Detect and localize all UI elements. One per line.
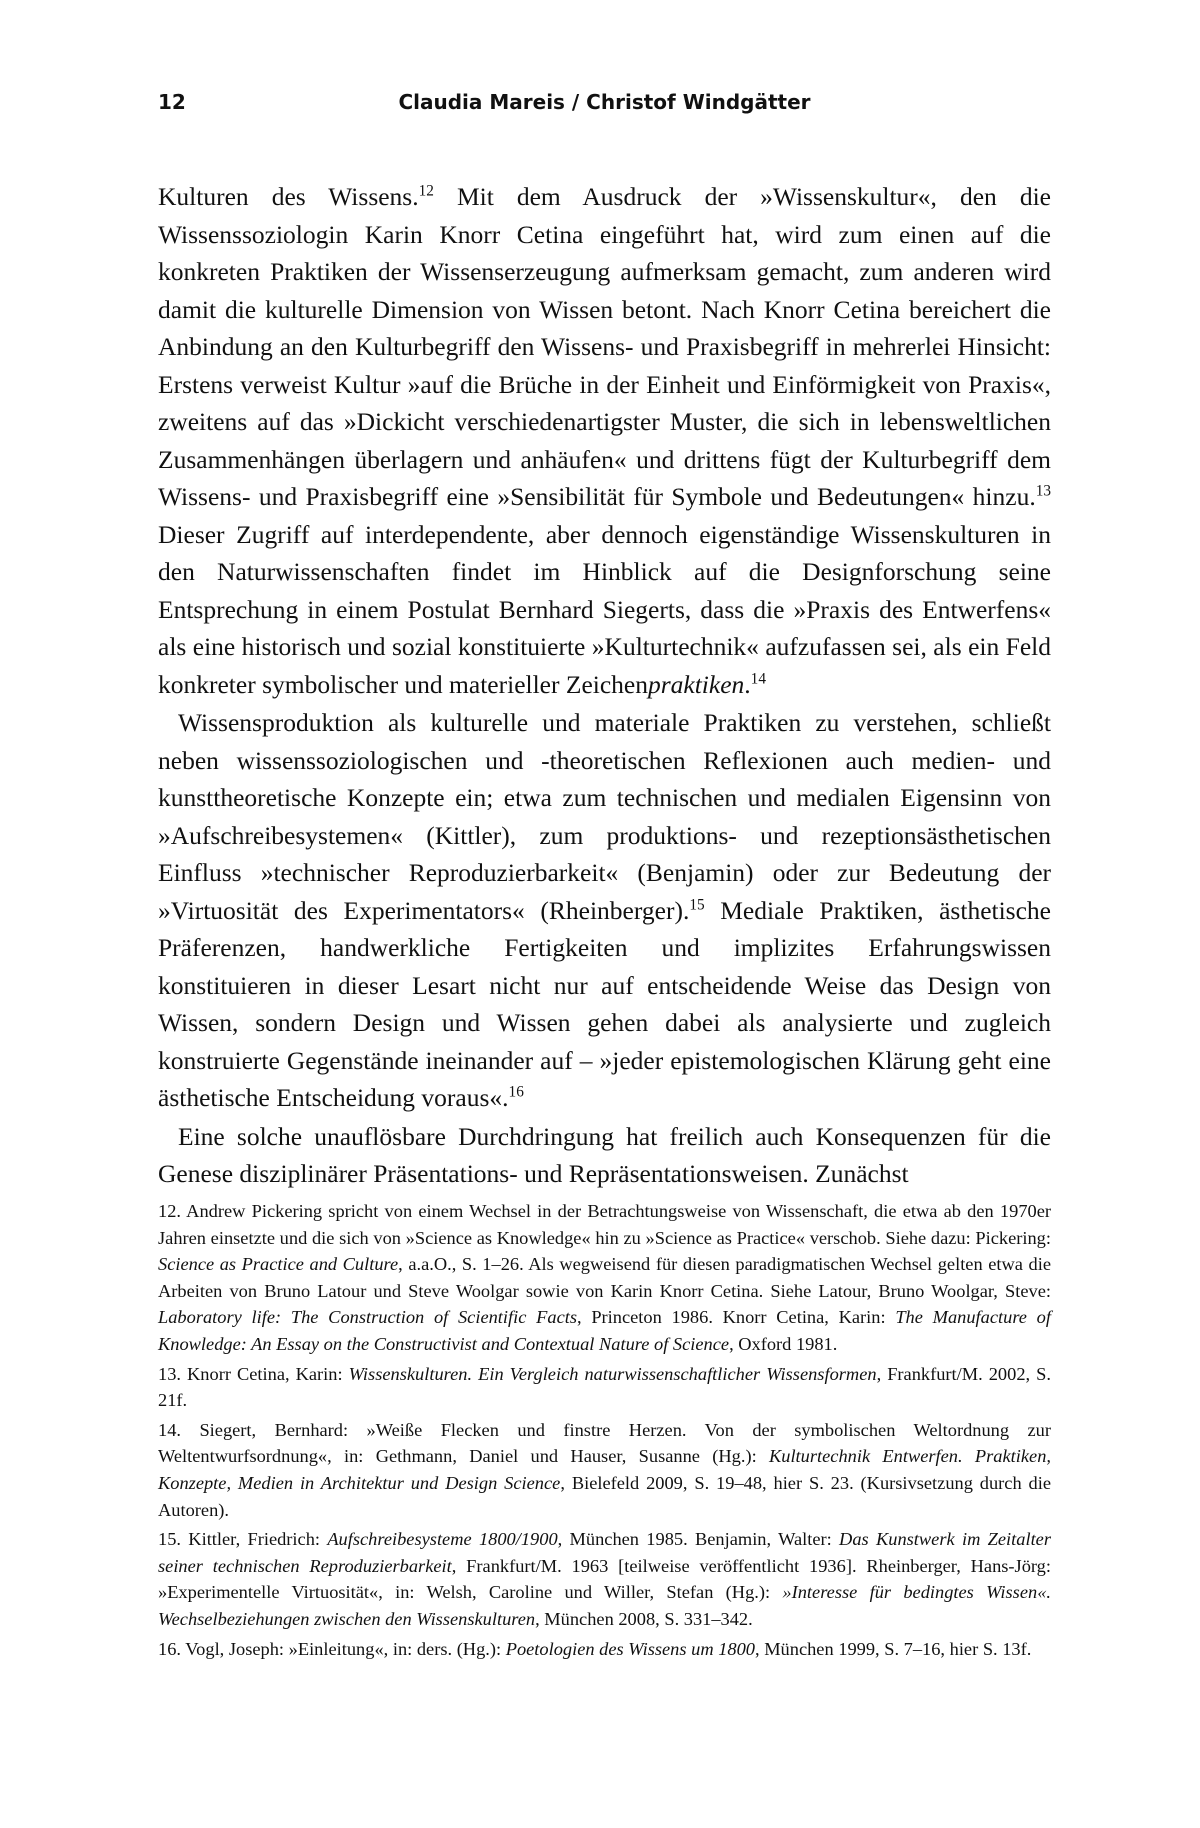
title-italic: The Manufacture of Knowledge: An Essay on the Constructivist and Contextual Nature of Science: [158, 1307, 1051, 1354]
footnote-number: 15.: [158, 1529, 181, 1550]
text-run: , Oxford 1981.: [729, 1333, 838, 1354]
running-title: Claudia Mareis / Christof Windgätter: [398, 90, 811, 114]
footnote-number: 16.: [158, 1638, 181, 1659]
footnote-12: [158, 1198, 1051, 1358]
emphasis: praktiken: [647, 669, 745, 699]
text-run: , München 1999, S. 7–16, hier S. 13f.: [755, 1638, 1032, 1659]
text-run: Vogl, Joseph: »Einleitung«, in: ders. (Hg.):: [181, 1638, 506, 1659]
title-italic: Laboratory life: The Construction of Scientific Facts: [158, 1307, 577, 1328]
title-italic: Poetologien des Wissens um 1800: [505, 1638, 755, 1659]
text-run: , Bielefeld 2009, S. 19–48, hier S. 23. (Kursivsetzung durch die Autoren).: [158, 1472, 1052, 1520]
text-run: , München 1985. Benjamin, Walter:: [557, 1529, 840, 1550]
text-run: Kittler, Friedrich:: [181, 1529, 328, 1550]
text-run: Knorr Cetina, Karin:: [181, 1363, 349, 1384]
footnote-number: 14.: [158, 1419, 181, 1440]
footnote-15: [158, 1526, 1051, 1632]
footnote-ref-13: 13: [1035, 482, 1051, 500]
text-run: Mit dem Ausdruck der »Wissenskultur«, den die Wissenssoziologin Karin Knorr Cetina eingeführt hat, wird zum einen auf die konkreten Praktiken der Wissenserzeugung aufmerksam gemacht, zum anderen wird damit die kulturelle Dimension von Wissen betont. Nach Knorr Cetina bereichert die Anbindung an den Kulturbegriff den Wissens- und Praxisbegriff in mehrerlei Hinsicht: Erstens verweist Kultur »auf die Brüche in der Einheit und Einförmigkeit von Praxis«, zweitens auf das »Dickicht verschiedenartigster Muster, die sich in lebensweltlichen Zusammenhängen überlagern und anhäufen« und drittens fügt der Kulturbegriff dem Wissens- und Praxisbegriff eine »Sensibilität für Symbole und Bedeutungen« hinzu.: [158, 182, 1051, 511]
title-italic: Das Kunstwerk im Zeitalter seiner technischen Reproduzierbarkeit: [158, 1529, 1052, 1576]
text-run: Siegert, Bernhard: »Weiße Flecken und finstre Herzen. Von der symbolischen Weltordnung zur Weltentwurfsordnung«, in: Gethmann, Daniel und Hauser, Susanne (Hg.):: [158, 1419, 1051, 1467]
footnotes: [158, 1198, 1051, 1665]
page-number: 12: [158, 90, 186, 114]
text-run: , Princeton 1986. Knorr Cetina, Karin:: [577, 1307, 896, 1328]
footnote-16: [158, 1636, 1051, 1663]
paragraph-3: [158, 1118, 1051, 1193]
text-run: , a.a.O., S. 1–26. Als wegweisend für diesen paradigmatischen Wechsel gelten etwa die Arbeiten von Bruno Latour und Steve Woolgar sowie von Karin Knorr Cetina. Siehe Latour, Bruno Woolgar, Steve:: [158, 1254, 1051, 1301]
title-italic: Science as Practice and Culture: [158, 1254, 399, 1275]
title-italic: Kulturtechnik Entwerfen. Praktiken, Konzepte, Medien in Architektur und Design Science: [158, 1446, 1051, 1493]
paragraph-2: [158, 704, 1051, 1117]
footnote-ref-15: 15: [689, 896, 705, 913]
text-run: , München 2008, S. 331–342.: [535, 1608, 753, 1629]
main-text: [158, 178, 1051, 1193]
text-run: , Frankfurt/M. 1963 [teilweise veröffentlicht 1936]. Rheinberger, Hans-Jörg: »Experimentelle Virtuosität«, in: Welsh, Caroline und Willer, Stefan (Hg.):: [158, 1555, 1051, 1603]
footnote-number: 13.: [158, 1363, 181, 1384]
page-header: [158, 90, 1051, 122]
text-run: , Frankfurt/M. 2002, S. 21f.: [158, 1363, 1051, 1411]
footnote-ref-12: 12: [418, 182, 434, 200]
title-italic: Wissenskulturen. Ein Vergleich naturwissenschaftlicher Wissensformen: [348, 1363, 877, 1384]
title-italic: »Interesse für bedingtes Wissen«. Wechselbeziehungen zwischen den Wissenskulturen: [158, 1582, 1051, 1629]
footnote-ref-14: 14: [750, 670, 766, 687]
footnote-13: [158, 1361, 1051, 1414]
text-run: Dieser Zugriff auf interdependente, aber dennoch eigenständige Wissenskulturen in den Naturwissenschaften findet im Hinblick auf die Designforschung seine Entsprechung in einem Postulat Bernhard Siegerts, dass die »Praxis des Entwerfens« als eine historisch und sozial konstituierte »Kulturtechnik« aufzufassen sei, als ein Feld konkreter symbolischer und materieller Zeichen: [158, 519, 1051, 699]
text-run: Wissensproduktion als kulturelle und materiale Praktiken zu verstehen, schließt neben wissenssoziologischen und -theoretischen Reflexionen auch medien- und kunsttheoretische Konzepte ein; etwa zum technischen und medialen Eigensinn von »Aufschreibesystemen« (Kittler), zum produktions- und rezeptionsästhetischen Einfluss »technischer Reproduzierbarkeit« (Benjamin) oder zur Bedeutung der »Virtuosität des Experimentators« (Rheinberger).: [158, 708, 1051, 925]
text-run: .: [744, 669, 751, 699]
title-italic: Aufschreibesysteme 1800/1900: [327, 1529, 558, 1550]
text-run: Andrew Pickering spricht von einem Wechsel in der Betrachtungsweise von Wissenschaft, die etwa ab den 1970er Jahren einsetzte und die sich von »Science as Knowledge« hin zu »Science as Practice« verschob. Siehe dazu: Pickering:: [158, 1201, 1051, 1248]
paragraph-1: [158, 178, 1051, 703]
footnote-number: 12.: [158, 1201, 181, 1221]
text-run: Kulturen des Wissens.: [158, 182, 419, 211]
text-run: Eine solche unauflösbare Durchdringung hat freilich auch Konsequenzen für die Genese disziplinärer Präsentations- und Repräsentationsweisen. Zunächst: [158, 1121, 1051, 1188]
footnote-14: [158, 1417, 1051, 1523]
footnote-ref-16: 16: [508, 1083, 524, 1101]
text-run: Mediale Praktiken, ästhetische Präferenzen, handwerkliche Fertigkeiten und implizites Erfahrungswissen konstituieren in dieser Lesart nicht nur auf entscheidende Weise das Design von Wissen, sondern Design und Wissen gehen dabei als analysierte und zugleich konstruierte Gegenstände ineinander auf – »jeder epistemologischen Klärung geht eine ästhetische Entscheidung voraus«.: [158, 895, 1051, 1112]
